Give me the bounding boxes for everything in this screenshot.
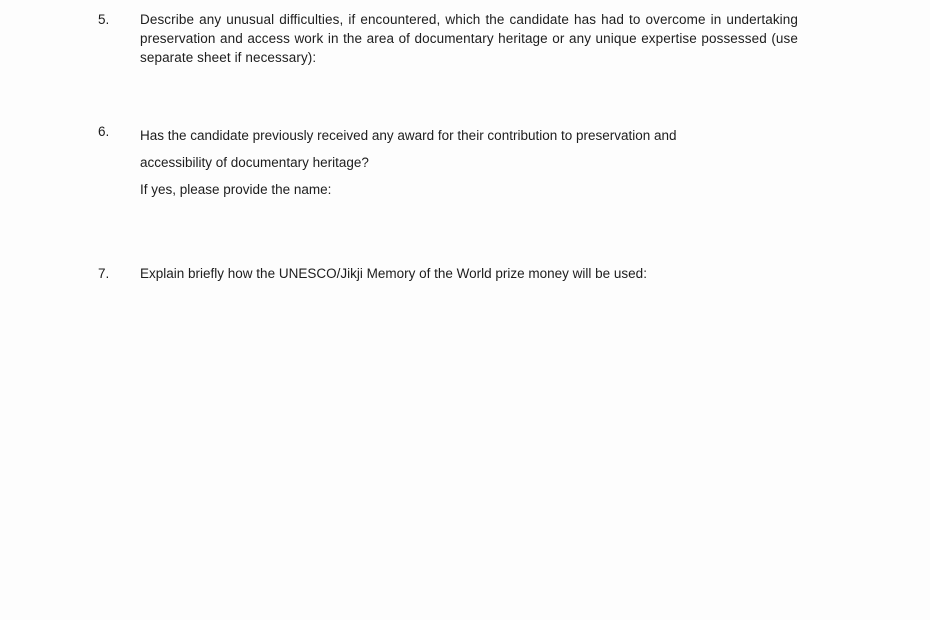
question-7-text: Explain briefly how the UNESCO/Jikji Memory of the World prize money will be used:: [140, 266, 647, 281]
question-6-line-2: accessibility of documentary heritage?: [140, 155, 369, 170]
question-5-text: Describe any unusual difficulties, if encountered, which the candidate has had to overcome in undertaking preservation and access work in the area of documentary heritage or any unique expertise possessed (use separate sheet if necessary):: [140, 12, 798, 65]
question-6: [98, 122, 798, 203]
answer-area-7[interactable]: [98, 292, 890, 592]
question-7-number: 7.: [98, 266, 110, 281]
answer-area-6[interactable]: [98, 196, 890, 258]
question-6-line-1: Has the candidate previously received any award for their contribution to preservation and: [140, 128, 677, 143]
question-6-number: 6.: [98, 124, 110, 139]
answer-area-5[interactable]: [98, 62, 890, 116]
question-5-number: 5.: [98, 12, 110, 27]
question-6-line-3: If yes, please provide the name:: [140, 182, 332, 197]
question-6-text: [140, 122, 798, 203]
question-5: [98, 10, 798, 67]
question-7: [98, 264, 798, 283]
